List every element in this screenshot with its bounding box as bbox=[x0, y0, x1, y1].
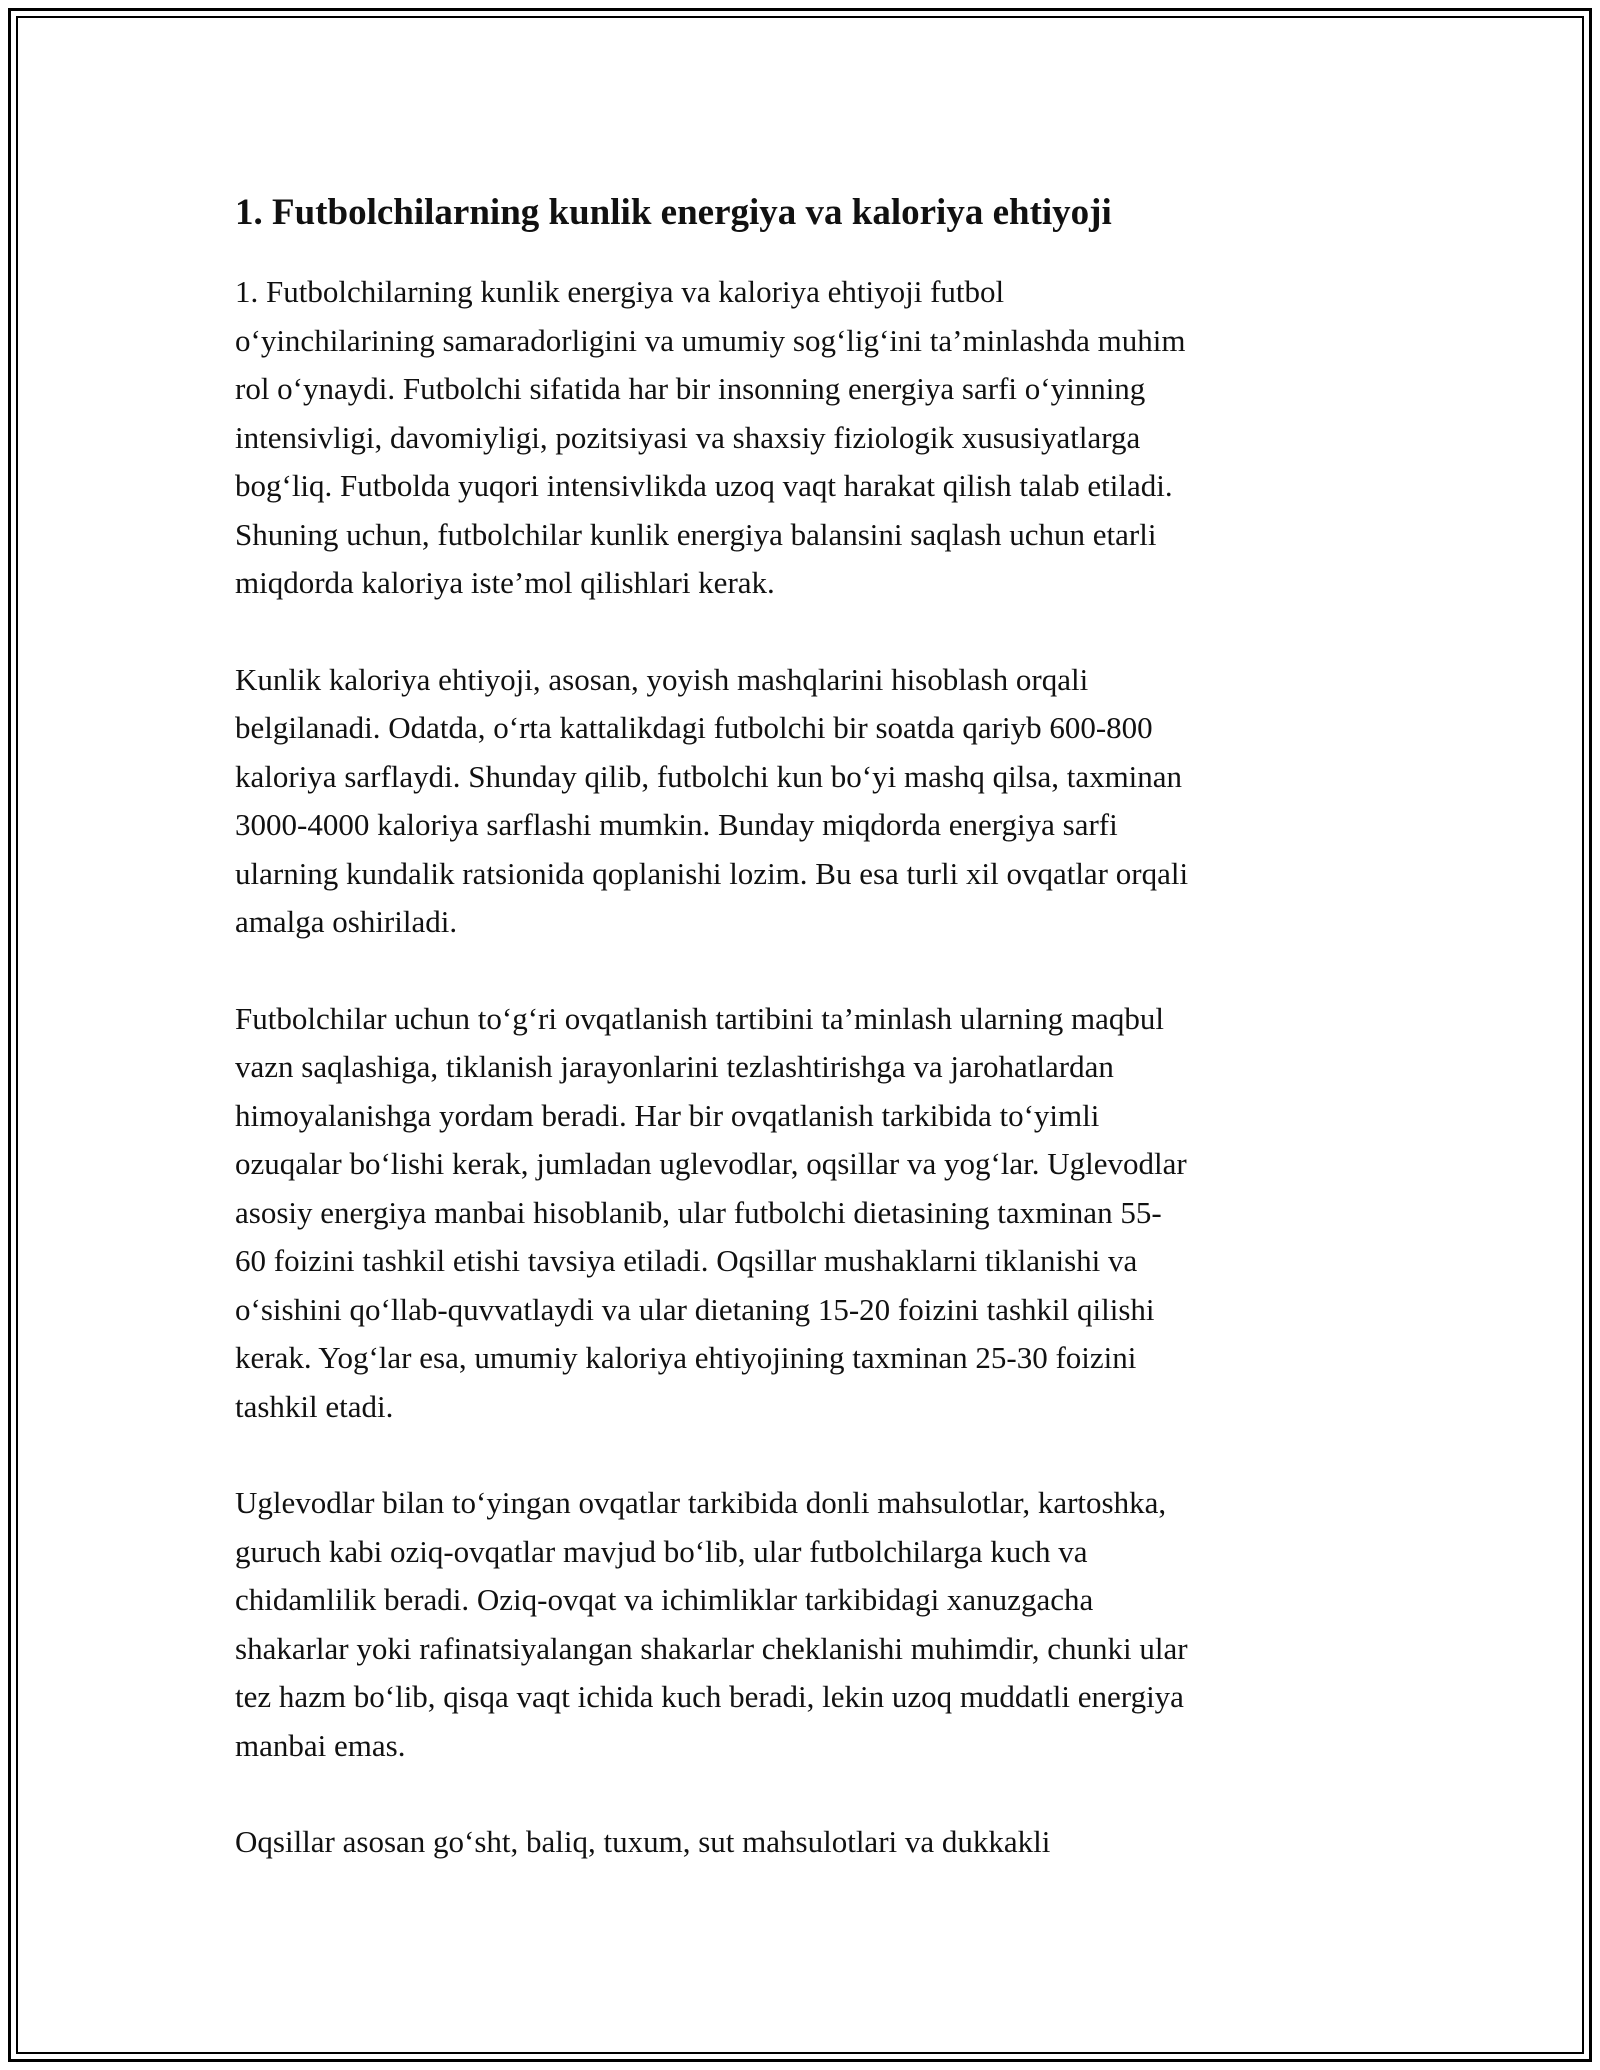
text-line: amalga oshiriladi. bbox=[235, 904, 458, 939]
text-line: Kunlik kaloriya ehtiyoji, asosan, yoyish mashqlarini hisoblash orqali bbox=[235, 661, 1089, 697]
text-line: o‘yinchilarining samaradorligini va umumiy sog‘lig‘ini ta’minlashda muhim bbox=[235, 322, 1186, 358]
text-line: Shuning uchun, futbolchilar kunlik energiya balansini saqlash uchun etarli bbox=[235, 516, 1157, 552]
text-line: 60 foizini tashkil etishi tavsiya etiladi. Oqsillar mushaklarni tiklanishi va bbox=[235, 1243, 1138, 1278]
text-line: vazn saqlashiga, tiklanish jarayonlarini tezlashtirishga va jarohatlardan bbox=[235, 1049, 1114, 1084]
paragraph-5 bbox=[235, 1818, 1375, 1867]
paragraph-1 bbox=[235, 268, 1375, 608]
paragraph-2 bbox=[235, 656, 1375, 947]
document-page bbox=[235, 186, 1375, 1915]
text-line: kerak. Yog‘lar esa, umumiy kaloriya ehtiyojining taxminan 25-30 foizini bbox=[235, 1340, 1137, 1375]
text-line: miqdorda kaloriya iste’mol qilishlari kerak. bbox=[235, 565, 775, 600]
text-line: tez hazm bo‘lib, qisqa vaqt ichida kuch beradi, lekin uzoq muddatli energiya bbox=[235, 1679, 1184, 1714]
text-line: Uglevodlar bilan to‘yingan ovqatlar tarkibida donli mahsulotlar, kartoshka, bbox=[235, 1485, 1167, 1520]
paragraph-4 bbox=[235, 1479, 1375, 1770]
text-line: Futbolchilar uchun to‘g‘ri ovqatlanish tartibini ta’minlash ularning maqbul bbox=[235, 1000, 1164, 1036]
paragraph-3 bbox=[235, 995, 1375, 1432]
document-title: 1. Futbolchilarning kunlik energiya va kaloriya ehtiyoji bbox=[235, 192, 1112, 233]
text-line: intensivligi, davomiyligi, pozitsiyasi va shaxsiy fiziologik xususiyatlarga bbox=[235, 419, 1141, 455]
text-line: 1. Futbolchilarning kunlik energiya va kaloriya ehtiyoji futbol bbox=[235, 274, 1005, 309]
text-line: ozuqalar bo‘lishi kerak, jumladan uglevodlar, oqsillar va yog‘lar. Uglevodlar bbox=[235, 1146, 1187, 1181]
text-line: kaloriya sarflaydi. Shunday qilib, futbolchi kun bo‘yi mashq qilsa, taxminan bbox=[235, 758, 1183, 794]
text-line: himoyalanishga yordam beradi. Har bir ovqatlanish tarkibida to‘yimli bbox=[235, 1097, 1100, 1133]
text-line: o‘sishini qo‘llab-quvvatlaydi va ular dietaning 15-20 foizini tashkil qilishi bbox=[235, 1291, 1155, 1327]
text-line: Oqsillar asosan go‘sht, baliq, tuxum, sut mahsulotlari va dukkakli bbox=[235, 1824, 1051, 1859]
text-line: bog‘liq. Futbolda yuqori intensivlikda uzoq vaqt harakat qilish talab etiladi. bbox=[235, 468, 1173, 503]
text-line: tashkil etadi. bbox=[235, 1388, 394, 1424]
text-line: 3000-4000 kaloriya sarflashi mumkin. Bunday miqdorda energiya sarfi bbox=[235, 807, 1118, 842]
text-line: ularning kundalik ratsionida qoplanishi lozim. Bu esa turli xil ovqatlar orqali bbox=[235, 855, 1189, 891]
text-line: belgilanadi. Odatda, o‘rta kattalikdagi futbolchi bir soatda qariyb 600-800 bbox=[235, 710, 1153, 745]
text-line: manbai emas. bbox=[235, 1727, 406, 1763]
text-line: guruch kabi oziq-ovqatlar mavjud bo‘lib, ular futbolchilarga kuch va bbox=[235, 1533, 1088, 1569]
text-line: asosiy energiya manbai hisoblanib, ular futbolchi dietasining taxminan 55- bbox=[235, 1194, 1162, 1230]
text-line: shakarlar yoki rafinatsiyalangan shakarlar cheklanishi muhimdir, chunki ular bbox=[235, 1630, 1188, 1666]
text-line: chidamlilik beradi. Oziq-ovqat va ichimliklar tarkibidagi xanuzgacha bbox=[235, 1582, 1094, 1617]
text-line: rol o‘ynaydi. Futbolchi sifatida har bir insonning energiya sarfi o‘yinning bbox=[235, 371, 1146, 406]
